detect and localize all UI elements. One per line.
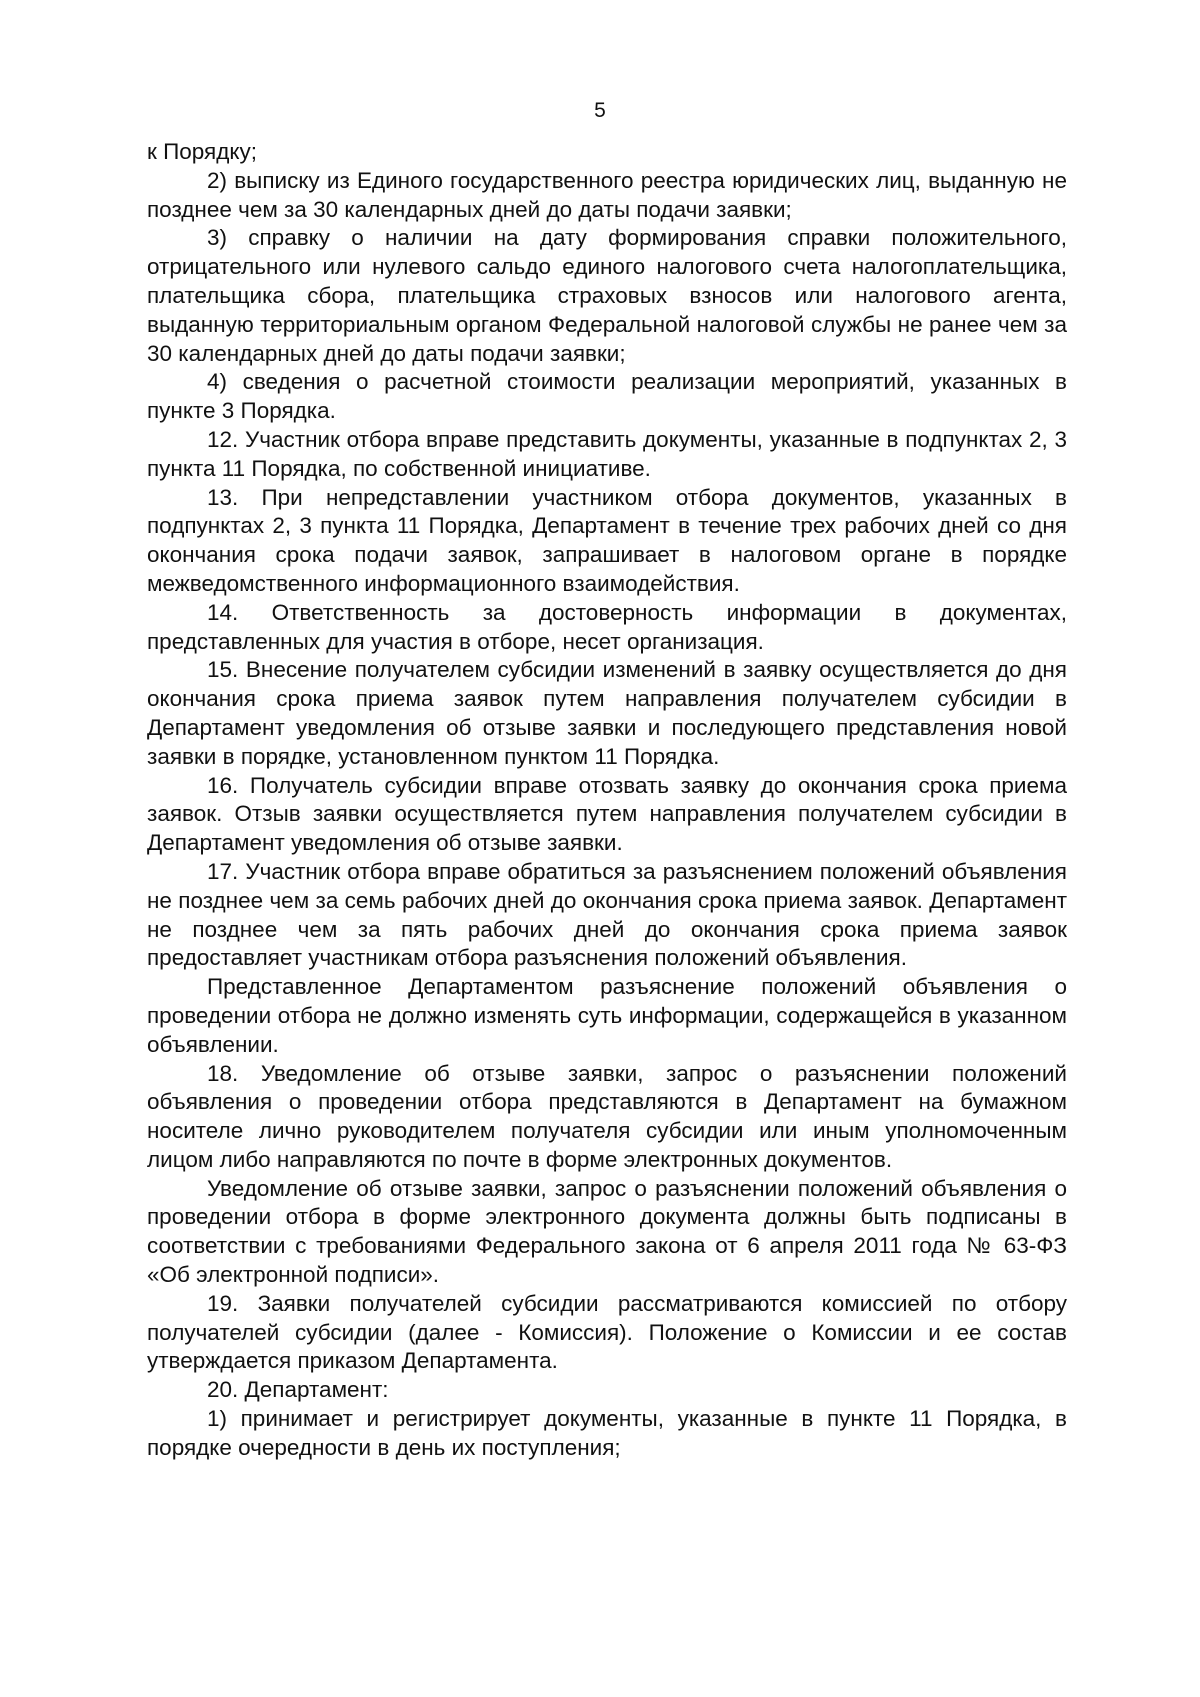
paragraph: Уведомление об отзыве заявки, запрос о разъяснении положений объявления о проведении отбора в форме электронного документа должны быть подписаны в соответствии с требованиями Федерального закона от 6 апреля 2011 года № 63-ФЗ «Об электронной подписи». xyxy=(147,1175,1067,1288)
paragraph: 19. Заявки получателей субсидии рассматриваются комиссией по отбору получателей субсидии (далее - Комиссия). Положение о Комиссии и ее состав утверждается приказом Департамента. xyxy=(147,1290,1067,1374)
paragraph: 20. Департамент: xyxy=(207,1377,389,1403)
paragraph: 2) выписку из Единого государственного реестра юридических лиц, выданную не позднее чем за 30 календарных дней до даты подачи заявки; xyxy=(147,167,1067,222)
paragraph: 17. Участник отбора вправе обратиться за разъяснением положений объявления не позднее чем за семь рабочих дней до окончания срока приема заявок. Департамент не позднее чем за пять рабочих дней до окончания срока приема заявок предоставляет участникам отбора разъяснения положений объявления. xyxy=(147,858,1067,971)
paragraph: 1) принимает и регистрирует документы, указанные в пункте 11 Порядка, в порядке очередности в день их поступления; xyxy=(147,1406,1067,1460)
paragraph: Представленное Департаментом разъяснение положений объявления о проведении отбора не должно изменять суть информации, содержащейся в указанном объявлении. xyxy=(147,974,1067,1057)
paragraph: 12. Участник отбора вправе представить документы, указанные в подпунктах 2, 3 пункта 11 Порядка, по собственной инициативе. xyxy=(147,426,1067,481)
paragraph: 18. Уведомление об отзыве заявки, запрос о разъяснении положений объявления о проведении отбора представляются в Департамент на бумажном носителе лично руководителем получателя субсидии или иным уполномоченным лицом либо направляются по почте в форме электронных документов. xyxy=(147,1060,1067,1172)
paragraph: 4) сведения о расчетной стоимости реализации мероприятий, указанных в пункте 3 Порядка. xyxy=(147,369,1067,424)
paragraph: 14. Ответственность за достоверность информации в документах, представленных для участия в отборе, несет организация. xyxy=(147,599,1067,654)
paragraph: 13. При непредставлении участником отбора документов, указанных в подпунктах 2, 3 пункта 11 Порядка, Департамент в течение трех рабочих дней со дня окончания срока подачи заявок, запрашивает в налоговом органе в порядке межведомственного информационного взаимодействия. xyxy=(147,484,1067,596)
paragraph: 16. Получатель субсидии вправе отозвать заявку до окончания срока приема заявок. Отзыв заявки осуществляется путем направления получателем субсидии в Департамент уведомления об отзыве заявки. xyxy=(147,772,1067,856)
paragraph: 3) справку о наличии на дату формирования справки положительного, отрицательного или нулевого сальдо единого налогового счета налогоплательщика, плательщика сбора, плательщика страховых взносов или налогового агента, выданную территориальным органом Федеральной налоговой службы не ранее чем за 30 календарных дней до даты подачи заявки; xyxy=(147,225,1067,366)
paragraph: 15. Внесение получателем субсидии изменений в заявку осуществляется до дня окончания срока приема заявок путем направления получателем субсидии в Департамент уведомления об отзыве заявки и последующего представления новой заявки в порядке, установленном пунктом 11 Порядка. xyxy=(147,657,1067,769)
paragraph: к Порядку; xyxy=(147,139,257,164)
document-body xyxy=(147,138,1067,1463)
page-number: 5 xyxy=(594,99,606,122)
